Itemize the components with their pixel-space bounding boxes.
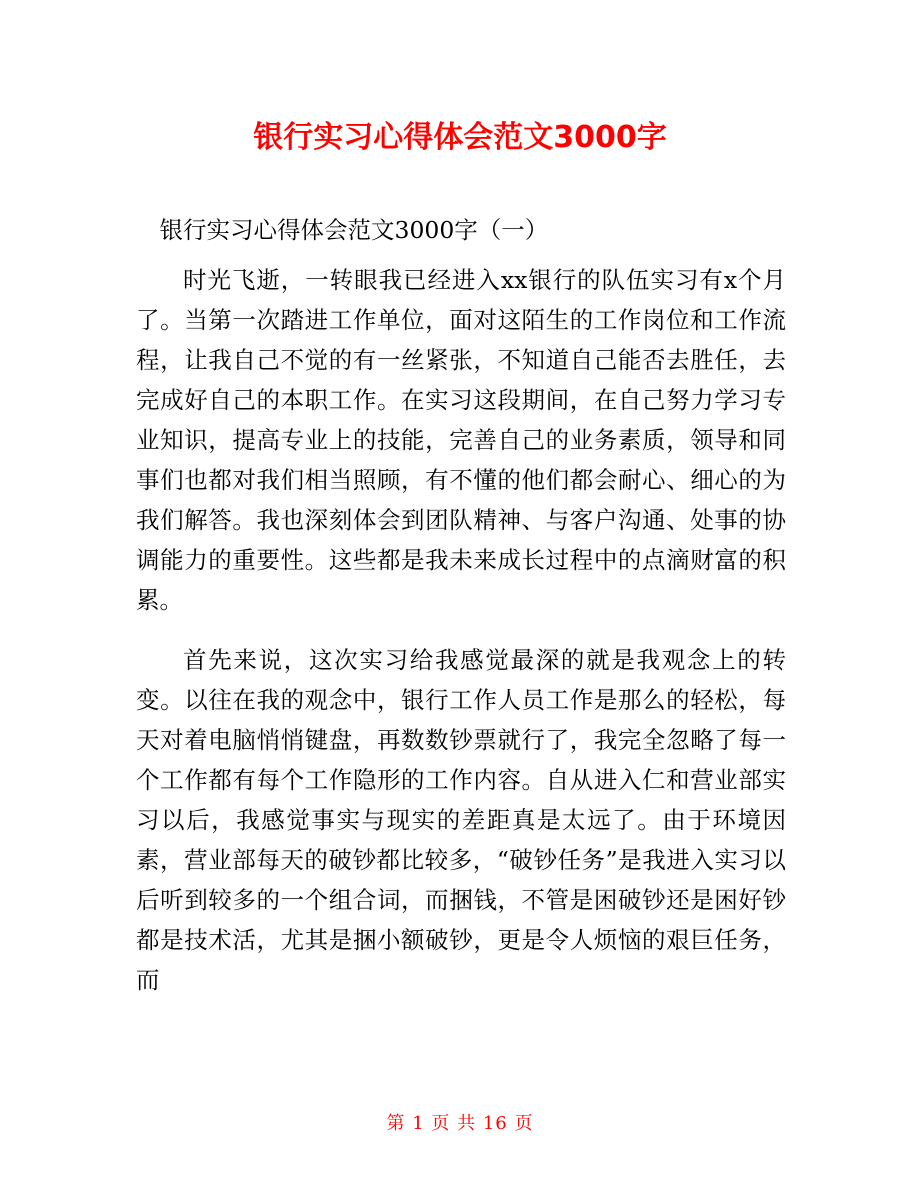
document-title: 银行实习心得体会范文3000字 bbox=[253, 120, 667, 155]
page-footer: 第 1 页 共 16 页 bbox=[386, 1113, 534, 1134]
document-body bbox=[136, 210, 786, 1010]
section-heading: 银行实习心得体会范文3000字（一） bbox=[159, 216, 549, 244]
paragraph-1: 时光飞逝，一转眼我已经进入xx银行的队伍实习有x个月了。当第一次踏进工作单位，面对这陌生的工作岗位和工作流程，让我自己不觉的有一丝紧张，不知道自己能否去胜任，去完成好自己的本职工作。在实习这段期间，在自己努力学习专业知识，提高专业上的技能，完善自己的业务素质，领导和同事们也都对我们相当照顾，有不懂的他们都会耐心、细心的为我们解答。我也深刻体会到团队精神、与客户沟通、处事的协调能力的重要性。这些都是我未来成长过程中的点滴财富的积累。 bbox=[136, 266, 786, 614]
paragraph-2: 首先来说，这次实习给我感觉最深的就是我观念上的转变。以往在我的观念中，银行工作人员工作是那么的轻松，每天对着电脑悄悄键盘，再数数钞票就行了，我完全忽略了每一个工作都有每个工作隐形的工作内容。自从进入仁和营业部实习以后，我感觉事实与现实的差距真是太远了。由于环境因素，营业部每天的破钞都比较多，“破钞任务”是我进入实习以后听到较多的一个组合词，而捆钱，不管是困破钞还是困好钞都是技术活，尤其是捆小额破钞，更是令人烦恼的艰巨任务，而 bbox=[136, 646, 786, 994]
